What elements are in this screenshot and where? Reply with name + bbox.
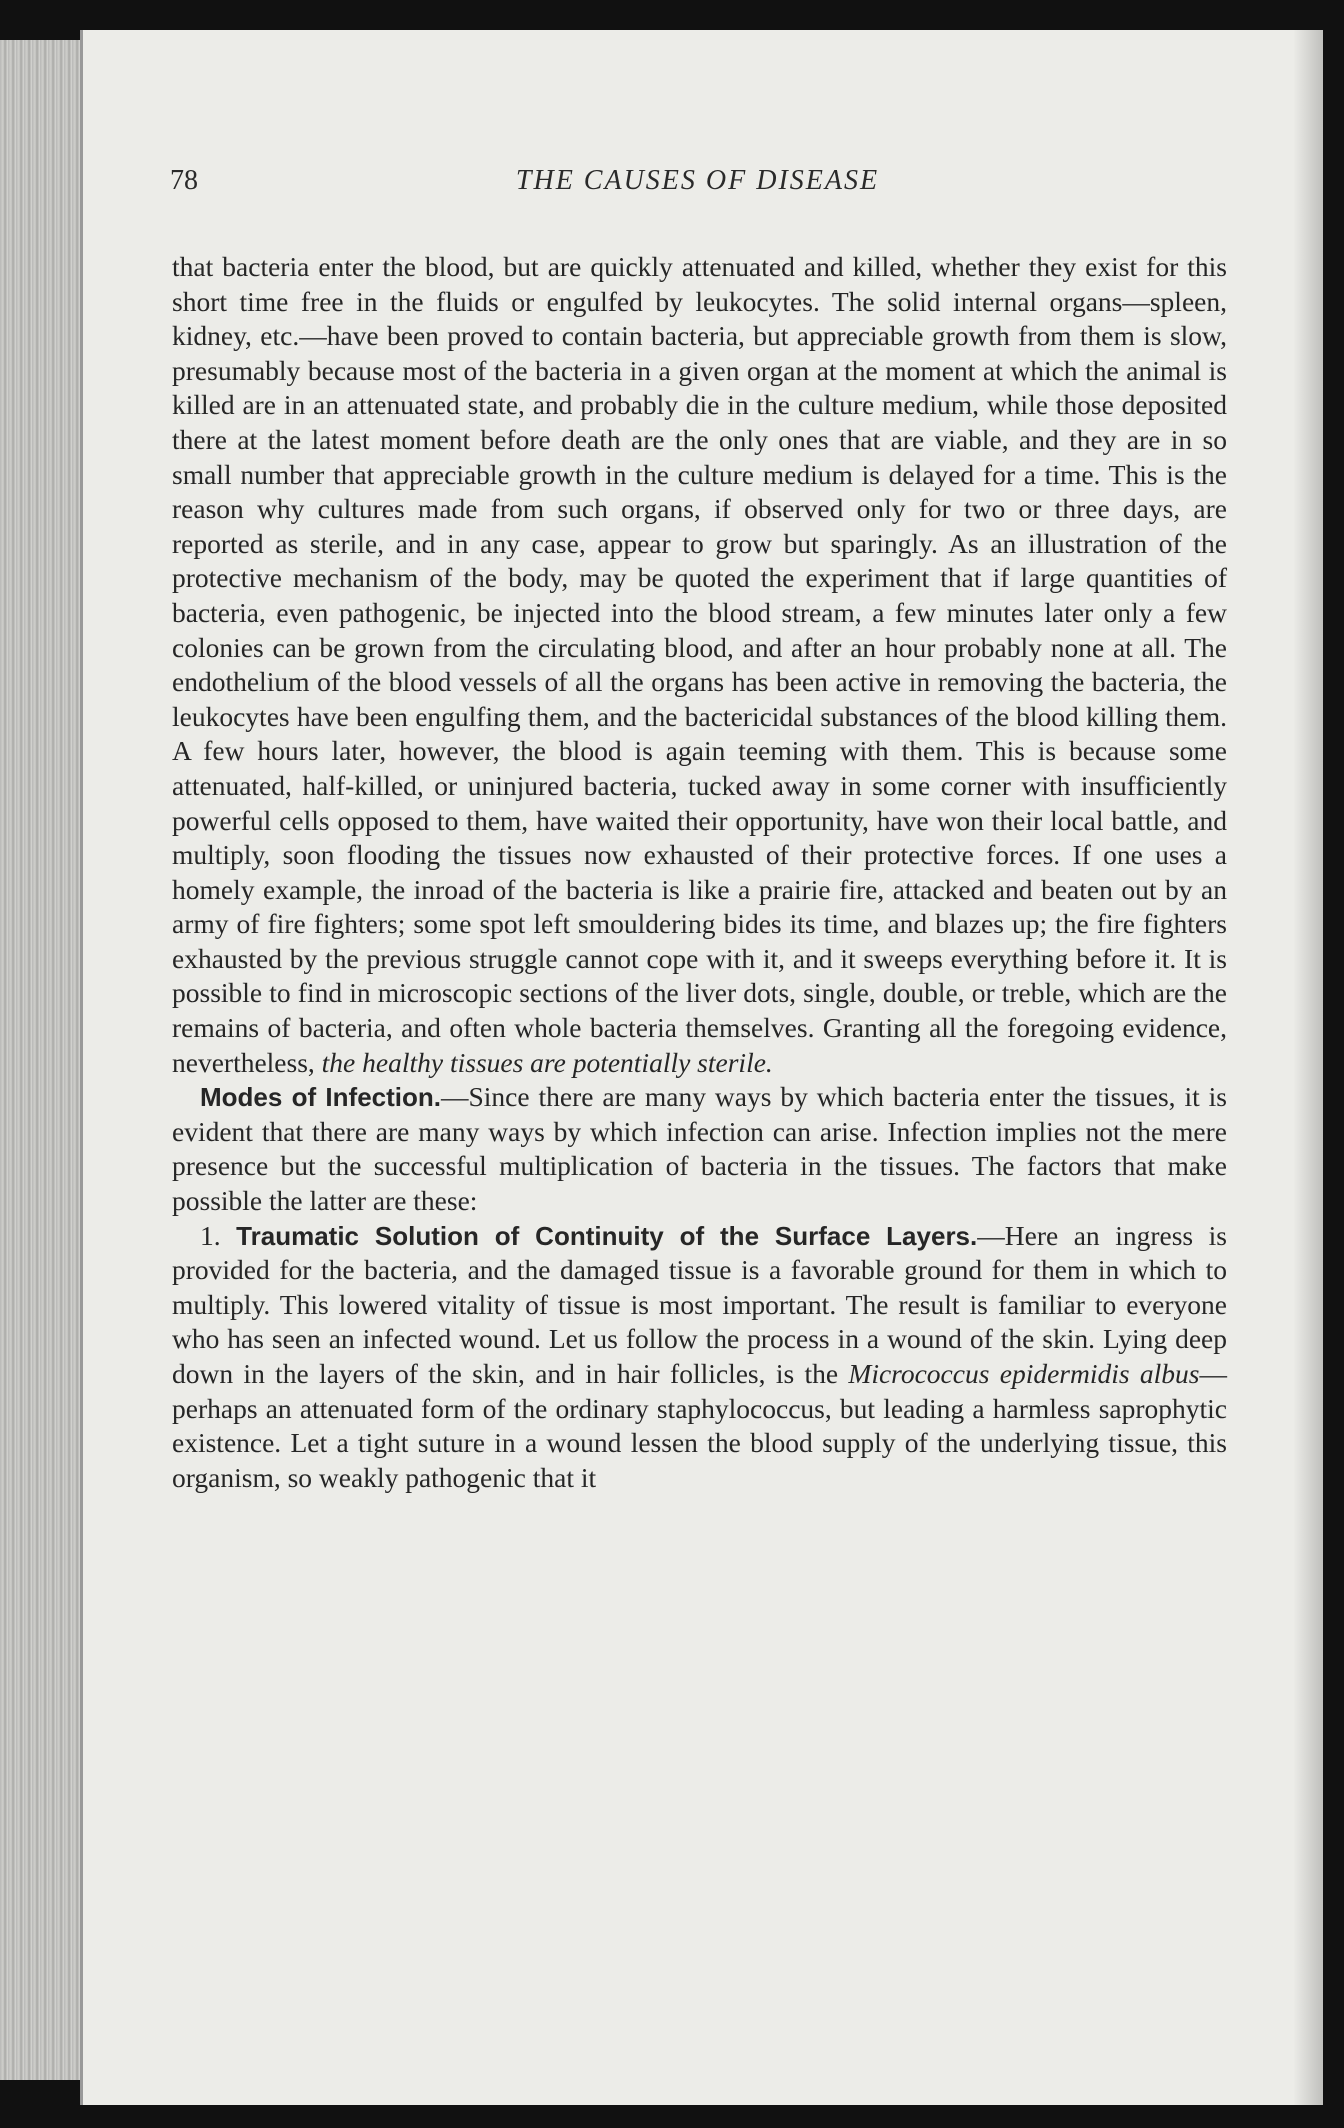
paragraph-3-text-a: —Here an ingress is provided for the bacteria, and the damaged tissue is a favorable ground for them in which to multiply. This lowered vitality of tissue is most important. The result is familiar to everyone who has seen an infected wound. Let us follow the process in a wound of the skin. Lying deep down in the layers of the skin, and in hair follicles, is the bbox=[172, 1219, 1228, 1389]
running-head bbox=[170, 165, 1225, 205]
section-heading-modes-of-infection: Modes of Infection. bbox=[200, 1082, 441, 1113]
book-page-edges bbox=[0, 40, 92, 2080]
body-text bbox=[172, 250, 1227, 1495]
paragraph-1-italic-conclusion: the healthy tissues are potentially sterile. bbox=[321, 1046, 773, 1078]
organism-name-italic: Micrococcus epidermidis albus bbox=[848, 1358, 1200, 1389]
running-title: THE CAUSES OF DISEASE bbox=[515, 165, 880, 196]
paragraph-traumatic-solution bbox=[172, 1219, 1227, 1496]
page-number: 78 bbox=[170, 165, 198, 196]
paragraph-3-text-b: —perhaps an attenuated form of the ordinary staphylococcus, but leading a harmless saprophytic existence. Let a tight suture in a wound lessen the blood supply of the underlying tissue, this organism, so weakly pathogenic that it bbox=[172, 1358, 1227, 1493]
paragraph-1-text: that bacteria enter the blood, but are quickly attenuated and killed, whether they exist for this short time free in the fluids or engulfed by leukocytes. The solid internal organs—spleen, kidney, etc.—have been proved to contain bacteria, but appreciable growth from them is slow, presumably because most of the bacteria in a given organ at the moment at which the animal is killed are in an attenuated state, and probably die in the culture medium, while those deposited there at the latest moment before death are the only ones that are viable, and they are in so small number that appreciable growth in the culture medium is delayed for a time. This is the reason why cultures made from such organs, if observed only for two or three days, are reported as sterile, and in any case, appear to grow but sparingly. As an illustration of the protective mechanism of the body, may be quoted the experiment that if large quantities of bacteria, even pathogenic, be injected into the blood stream, a few minutes later only a few colonies can be grown from the circulating blood, and after an hour probably none at all. The endothelium of the blood vessels of all the organs has been active in removing the bacteria, the leukocytes have been engulfing them, and the bactericidal substances of the blood killing them. A few hours later, however, the blood is again teeming with them. This is because some attenuated, half-killed, or uninjured bacteria, tucked away in some corner with insufficiently powerful cells opposed to them, have waited their opportunity, have won their local battle, and multiply, soon flooding the tissues now exhausted of their protective forces. If one uses a homely example, the inroad of the bacteria is like a prairie fire, attacked and beaten out by an army of fire fighters; some spot left smouldering bides its time, and blazes up; the fire fighters exhausted by the previous struggle cannot cope with it, and it sweeps everything before it. It is possible to find in microscopic sections of the liver dots, single, double, or treble, which are the remains of bacteria, and often whole bacteria themselves. Granting all the foregoing evidence, nevertheless, bbox=[172, 251, 1227, 1078]
subheading-traumatic-solution: Traumatic Solution of Continuity of the Surface Layers. bbox=[236, 1220, 978, 1251]
list-number-1: 1. bbox=[200, 1219, 237, 1251]
paragraph-2-text: —Since there are many ways by which bacteria enter the tissues, it is evident that there are many ways by which infection can arise. Infection implies not the mere presence but the successful multiplication of bacteria in the tissues. The factors that make possible the latter are these: bbox=[172, 1081, 1227, 1217]
page-gutter-shadow bbox=[1293, 30, 1323, 2105]
paragraph-modes-of-infection bbox=[172, 1080, 1227, 1218]
paragraph-1 bbox=[172, 250, 1227, 1080]
